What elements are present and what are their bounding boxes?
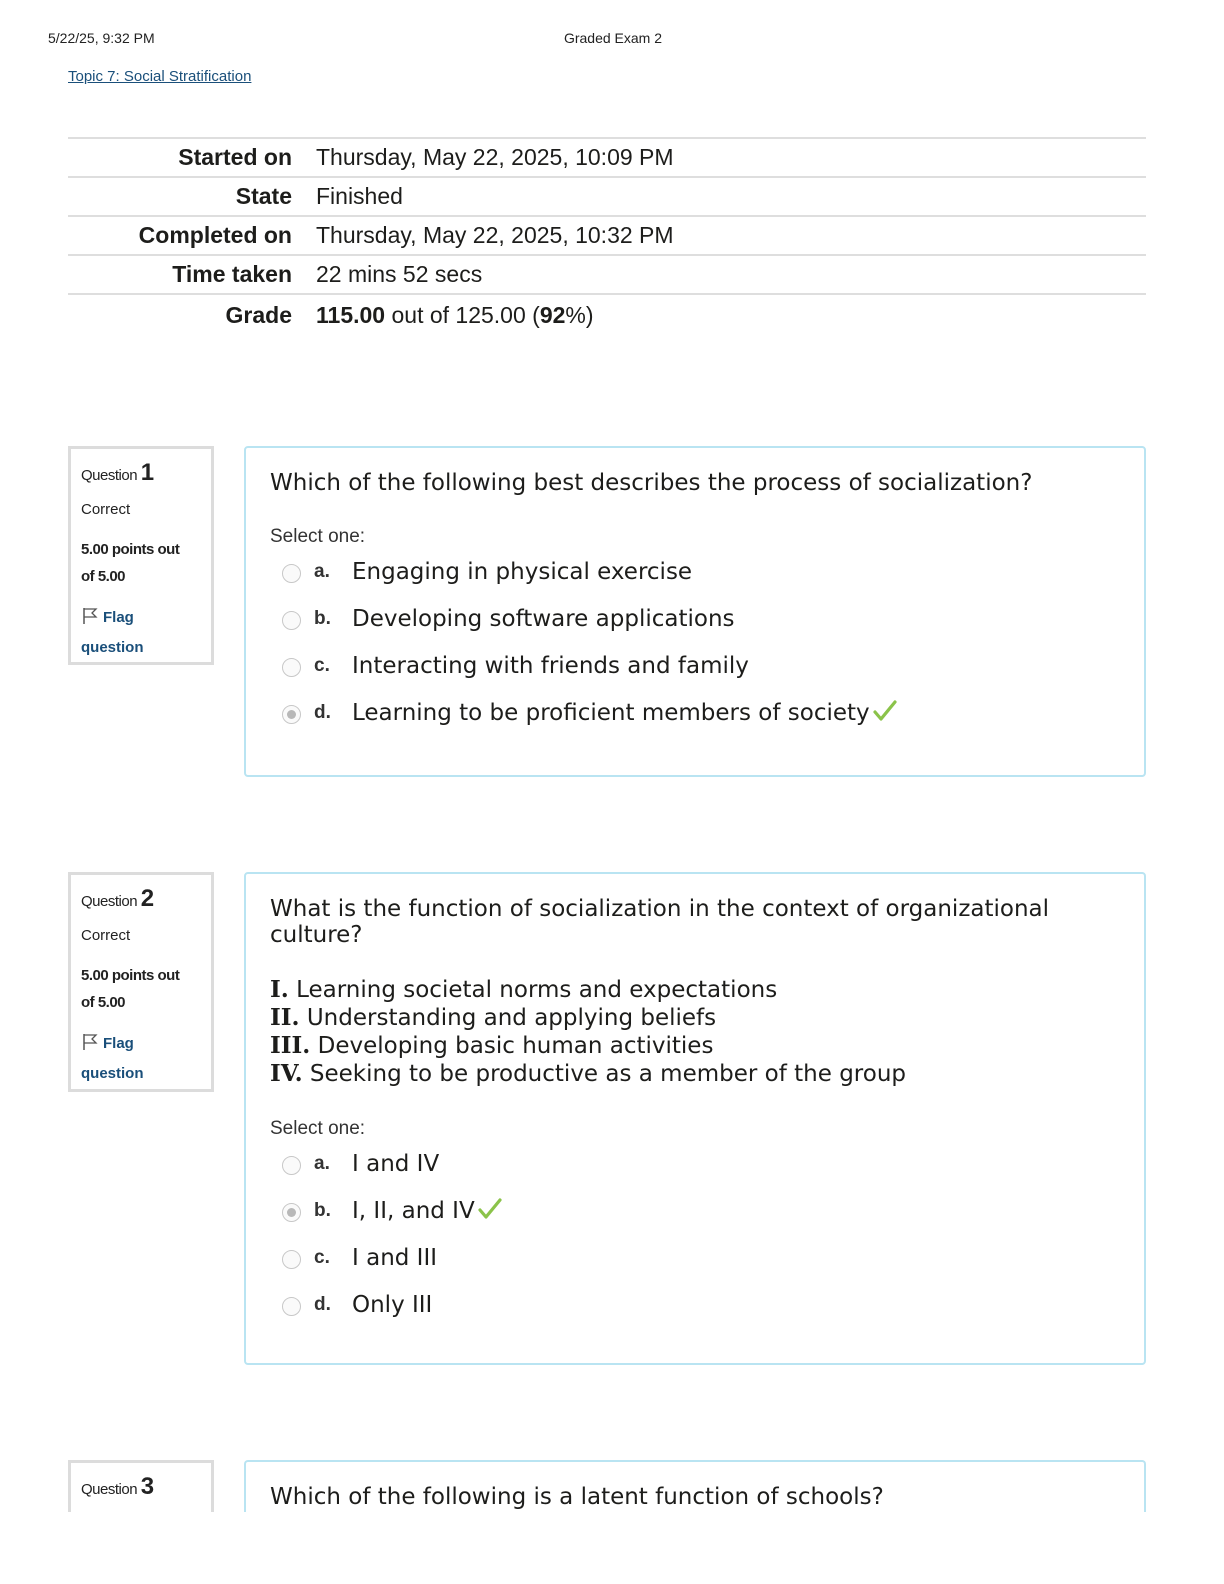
summary-value: Finished xyxy=(316,183,403,209)
answer-text: Interacting with friends and family xyxy=(352,653,749,679)
question-number-value: 1 xyxy=(140,459,154,486)
question-state: Correct xyxy=(81,927,131,944)
summary-label: Time taken xyxy=(172,261,292,287)
question-number xyxy=(81,885,201,913)
answer-text: Learning to be proficient members of society xyxy=(352,700,870,726)
statement-item xyxy=(270,1060,1120,1088)
grade-percent: 92 xyxy=(539,302,566,328)
answer-letter: a. xyxy=(314,1153,330,1174)
summary-value: Thursday, May 22, 2025, 10:32 PM xyxy=(316,222,674,248)
flag-label-line2: question xyxy=(81,1065,144,1082)
answer-option-b[interactable] xyxy=(270,601,1120,648)
question-grade-line1: 5.00 points out xyxy=(81,967,180,984)
radio-button-selected[interactable] xyxy=(282,705,301,724)
summary-row-grade xyxy=(68,294,1146,334)
correct-check-icon xyxy=(872,698,898,734)
question-content-2 xyxy=(244,872,1146,1365)
statement-item xyxy=(270,1032,1120,1060)
statement-item xyxy=(270,976,1120,1004)
question-grade-line1: 5.00 points out xyxy=(81,541,180,558)
flag-question-button[interactable] xyxy=(81,604,201,661)
statement-text: Learning societal norms and expectations xyxy=(288,977,778,1003)
question-text: Which of the following is a latent function of schools? xyxy=(270,1484,884,1510)
statement-text: Developing basic human activities xyxy=(310,1033,714,1059)
statement-item xyxy=(270,1004,1120,1032)
question-number-value: 2 xyxy=(140,885,154,912)
question-text: Which of the following best describes the process of socialization? xyxy=(270,470,1033,496)
radio-button[interactable] xyxy=(282,1297,301,1316)
print-date: 5/22/25, 9:32 PM xyxy=(48,30,155,46)
summary-value: 22 mins 52 secs xyxy=(316,261,483,287)
question-text: What is the function of socialization in the context of organizational culture? xyxy=(270,896,1050,948)
question-number xyxy=(81,459,201,487)
answer-option-d[interactable] xyxy=(270,1287,1120,1334)
grade-total: out of 125.00 ( xyxy=(385,302,540,328)
radio-button[interactable] xyxy=(282,611,301,630)
summary-label: Grade xyxy=(225,302,292,328)
summary-row-time-taken xyxy=(68,255,1146,294)
question-grade xyxy=(81,536,201,590)
radio-button[interactable] xyxy=(282,564,301,583)
question-label: Question xyxy=(81,893,138,910)
radio-button[interactable] xyxy=(282,1156,301,1175)
flag-label-line2: question xyxy=(81,639,144,656)
summary-value xyxy=(304,294,1146,334)
summary-label: State xyxy=(235,183,292,209)
question-label: Question xyxy=(81,1481,138,1498)
question-grade xyxy=(81,962,201,1016)
answer-option-d[interactable] xyxy=(270,695,1120,742)
question-info-2 xyxy=(68,872,214,1092)
radio-button[interactable] xyxy=(282,658,301,677)
statement-number: IV. xyxy=(270,1060,303,1087)
answer-list xyxy=(270,554,1120,742)
radio-button[interactable] xyxy=(282,1250,301,1269)
select-prompt: Select one: xyxy=(270,526,366,547)
question-info-3 xyxy=(68,1460,214,1520)
question-label: Question xyxy=(81,467,138,484)
flag-label-line1: Flag xyxy=(103,609,134,626)
answer-letter: a. xyxy=(314,561,330,582)
summary-row-state xyxy=(68,177,1146,216)
statement-text: Understanding and applying beliefs xyxy=(299,1005,717,1031)
correct-check-icon xyxy=(477,1196,503,1232)
answer-option-c[interactable] xyxy=(270,648,1120,695)
print-header xyxy=(48,30,1178,50)
grade-percent-suffix: %) xyxy=(565,302,594,328)
print-title: Graded Exam 2 xyxy=(563,30,663,46)
statement-list xyxy=(270,976,1120,1088)
question-number-value: 3 xyxy=(140,1473,154,1500)
summary-row-completed xyxy=(68,216,1146,255)
statement-number: II. xyxy=(270,1004,300,1031)
answer-text: Developing software applications xyxy=(352,606,735,632)
question-content-1 xyxy=(244,446,1146,777)
question-number xyxy=(81,1473,201,1501)
breadcrumb-topic-link[interactable]: Topic 7: Social Stratification xyxy=(68,68,252,85)
summary-label: Started on xyxy=(178,144,292,170)
answer-text: Only III xyxy=(352,1292,433,1318)
answer-letter: c. xyxy=(314,655,330,676)
statement-text: Seeking to be productive as a member of the group xyxy=(302,1061,906,1087)
answer-text: I and III xyxy=(352,1245,438,1271)
answer-letter: c. xyxy=(314,1247,330,1268)
question-content-3 xyxy=(244,1460,1146,1520)
answer-option-c[interactable] xyxy=(270,1240,1120,1287)
answer-text: Engaging in physical exercise xyxy=(352,559,693,585)
page-bottom-margin xyxy=(0,1512,1224,1584)
flag-icon xyxy=(81,1033,99,1060)
statement-number: I. xyxy=(270,976,289,1003)
radio-button-selected[interactable] xyxy=(282,1203,301,1222)
answer-text: I and IV xyxy=(352,1151,440,1177)
flag-label-line1: Flag xyxy=(103,1035,134,1052)
answer-letter: b. xyxy=(314,608,331,629)
answer-letter: b. xyxy=(314,1200,331,1221)
question-grade-line2: of 5.00 xyxy=(81,568,126,585)
answer-option-b[interactable] xyxy=(270,1193,1120,1240)
question-grade-line2: of 5.00 xyxy=(81,994,126,1011)
select-prompt: Select one: xyxy=(270,1118,366,1139)
answer-letter: d. xyxy=(314,1294,331,1315)
attempt-summary-table xyxy=(68,137,1146,334)
question-state: Correct xyxy=(81,501,131,518)
answer-option-a[interactable] xyxy=(270,1146,1120,1193)
answer-option-a[interactable] xyxy=(270,554,1120,601)
answer-text: I, II, and IV xyxy=(352,1198,475,1224)
flag-question-button[interactable] xyxy=(81,1030,201,1087)
flag-icon xyxy=(81,607,99,634)
grade-score: 115.00 xyxy=(316,302,386,328)
summary-row-started xyxy=(68,138,1146,177)
statement-number: III. xyxy=(270,1032,311,1059)
question-info-1 xyxy=(68,446,214,665)
summary-label: Completed on xyxy=(138,222,292,248)
answer-list xyxy=(270,1146,1120,1334)
summary-value: Thursday, May 22, 2025, 10:09 PM xyxy=(316,144,674,170)
answer-letter: d. xyxy=(314,702,331,723)
